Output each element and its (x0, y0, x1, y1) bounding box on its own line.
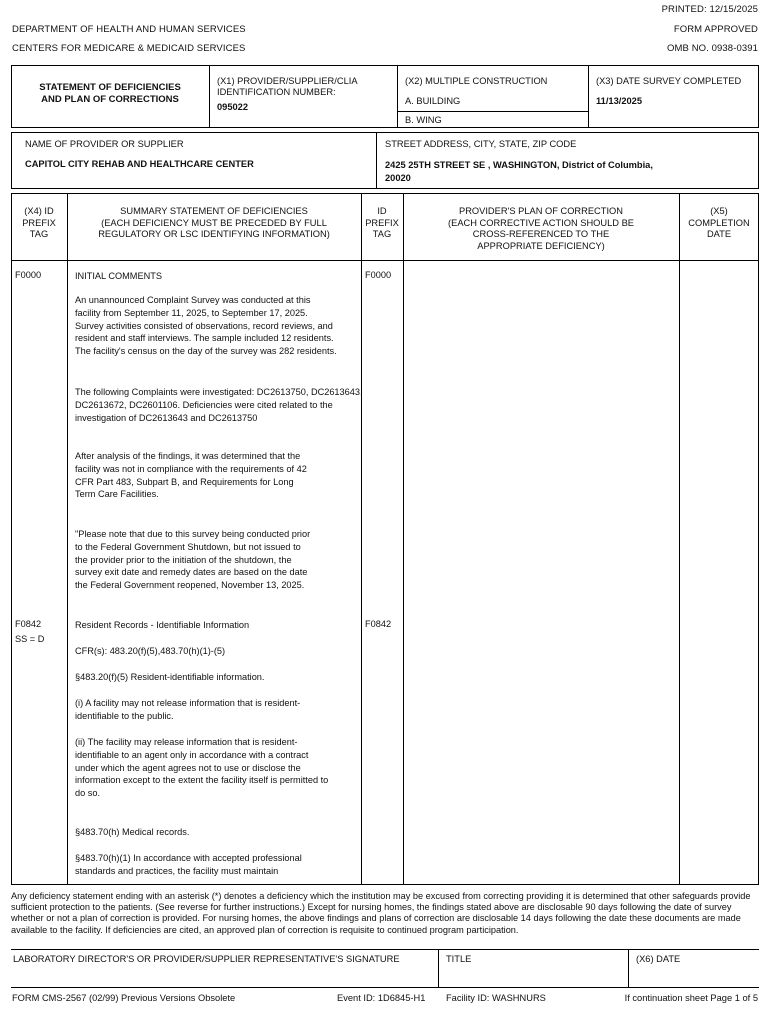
omb-number: OMB NO. 0938-0391 (667, 43, 758, 54)
x2-label: (X2) MULTIPLE CONSTRUCTION (405, 76, 548, 86)
regulation-item-i: (i) A facility may not release information that is resident-identifiable to the public. (75, 698, 301, 721)
event-id: Event ID: 1D6845-H1 (337, 993, 426, 1003)
provider-name-label: NAME OF PROVIDER OR SUPPLIER (25, 139, 184, 149)
col-x4-header: (X4) ID PREFIX TAG (22, 206, 56, 239)
regulation-483-70h1: §483.70(h)(1) In accordance with accepted professional standards and practices, the facility must maintain (75, 853, 302, 876)
statement-title: STATEMENT OF DEFICIENCIES AND PLAN OF CORRECTIONS (39, 82, 181, 105)
x1-label: (X1) PROVIDER/SUPPLIER/CLIA IDENTIFICATION NUMBER: (217, 76, 358, 97)
x2-wing: B. WING (405, 115, 442, 125)
paragraph-compliance: After analysis of the findings, it was determined that the facility was not in compliance with the requirements of 42 CFR Part 483, Subpart B, and Requirements for Long Term Care Facilities. (75, 451, 307, 500)
address-label: STREET ADDRESS, CITY, STATE, ZIP CODE (385, 139, 577, 149)
x2-building: A. BUILDING (405, 96, 461, 106)
col-id-header: ID PREFIX TAG (365, 206, 399, 239)
paragraph-survey-intro: An unannounced Complaint Survey was conducted at this facility from September 11, 2025, to September 17, 2025. Survey activities consisted of observations, record reviews, and resident and staff interviews. The sample included 12 residents. The facility's census on the day of the survey was 282 residents. (75, 295, 337, 357)
scope-severity: SS = D (15, 634, 45, 644)
tag-f0842-left: F0842 (15, 619, 42, 629)
regulation-483-70h: §483.70(h) Medical records. (75, 827, 190, 837)
cfr-reference: CFR(s): 483.20(f)(5),483.70(h)(1)-(5) (75, 646, 226, 656)
facility-id: Facility ID: WASHNURS (446, 993, 546, 1003)
provider-id-number: 095022 (217, 102, 249, 112)
tag-f0842-right: F0842 (365, 619, 392, 629)
x6-date-label: (X6) DATE (636, 954, 681, 964)
signature-label: LABORATORY DIRECTOR'S OR PROVIDER/SUPPLIER REPRESENTATIVE'S SIGNATURE (13, 954, 400, 964)
regulation-483-20: §483.20(f)(5) Resident-identifiable information. (75, 672, 265, 682)
col-x5-header: (X5) COMPLETION DATE (688, 206, 750, 239)
deficiency-disclaimer: Any deficiency statement ending with an asterisk (*) denotes a deficiency which the institution may be excused from correcting providing it is determined that other safeguards provide sufficient protection to the patients. (See reverse for further instructions.) Except for nursing homes, the findings stated above are disclosable 90 days following the date of survey whether or not a plan of correction is provided. For nursing homes, the above findings and plans of correction are disclosable 14 days following the date these documents are made available to the facility. If deficiencies are cited, an approved plan of correction is requisite to continued program participation. (11, 891, 751, 935)
deficiency-title: Resident Records - Identifiable Information (75, 620, 250, 630)
col-plan-header: PROVIDER'S PLAN OF CORRECTION (EACH CORRECTIVE ACTION SHOULD BE CROSS-REFERENCED TO THE APPROPRIATE DEFICIENCY) (448, 206, 634, 251)
regulation-item-ii: (ii) The facility may release information that is resident-identifiable to an agent only in accordance with a contract under which the agent agrees not to use or disclose the information except to the extent the facility itself is permitted to do so. (75, 737, 329, 799)
form-id: FORM CMS-2567 (02/99) Previous Versions Obsolete (12, 993, 236, 1003)
provider-address: 2425 25TH STREET SE , WASHINGTON, District of Columbia, 20020 (385, 160, 653, 183)
initial-comments-heading: INITIAL COMMENTS (75, 271, 162, 281)
x3-label: (X3) DATE SURVEY COMPLETED (596, 76, 742, 86)
paragraph-complaints: The following Complaints were investigated: DC2613750, DC2613643, DC2613672, DC2601106. Deficiencies were cited related to the investigation of DC2613643 and DC2613750 (75, 387, 363, 423)
form-approved: FORM APPROVED (673, 24, 758, 35)
title-label: TITLE (446, 954, 472, 964)
paragraph-shutdown-note: "Please note that due to this survey being conducted prior to the Federal Government Shutdown, but not issued to the provider prior to the initiation of the shutdown, the survey exit date and remedy dates are based on the date the Federal Government reopened, November 13, 2025. (75, 529, 311, 591)
agency-name: CENTERS FOR MEDICARE & MEDICAID SERVICES (12, 43, 246, 54)
printed-date: PRINTED: 12/15/2025 (661, 4, 758, 15)
tag-f0000-right: F0000 (365, 270, 392, 280)
department-name: DEPARTMENT OF HEALTH AND HUMAN SERVICES (12, 24, 246, 35)
provider-name: CAPITOL CITY REHAB AND HEALTHCARE CENTER (25, 159, 254, 169)
col-summary-header: SUMMARY STATEMENT OF DEFICIENCIES (EACH DEFICIENCY MUST BE PRECEDED BY FULL REGULATORY OR LSC IDENTIFYING INFORMATION) (98, 206, 330, 239)
survey-completed-date: 11/13/2025 (596, 96, 643, 106)
tag-f0000-left: F0000 (15, 270, 42, 280)
page-indicator: If continuation sheet Page 1 of 5 (624, 993, 758, 1003)
